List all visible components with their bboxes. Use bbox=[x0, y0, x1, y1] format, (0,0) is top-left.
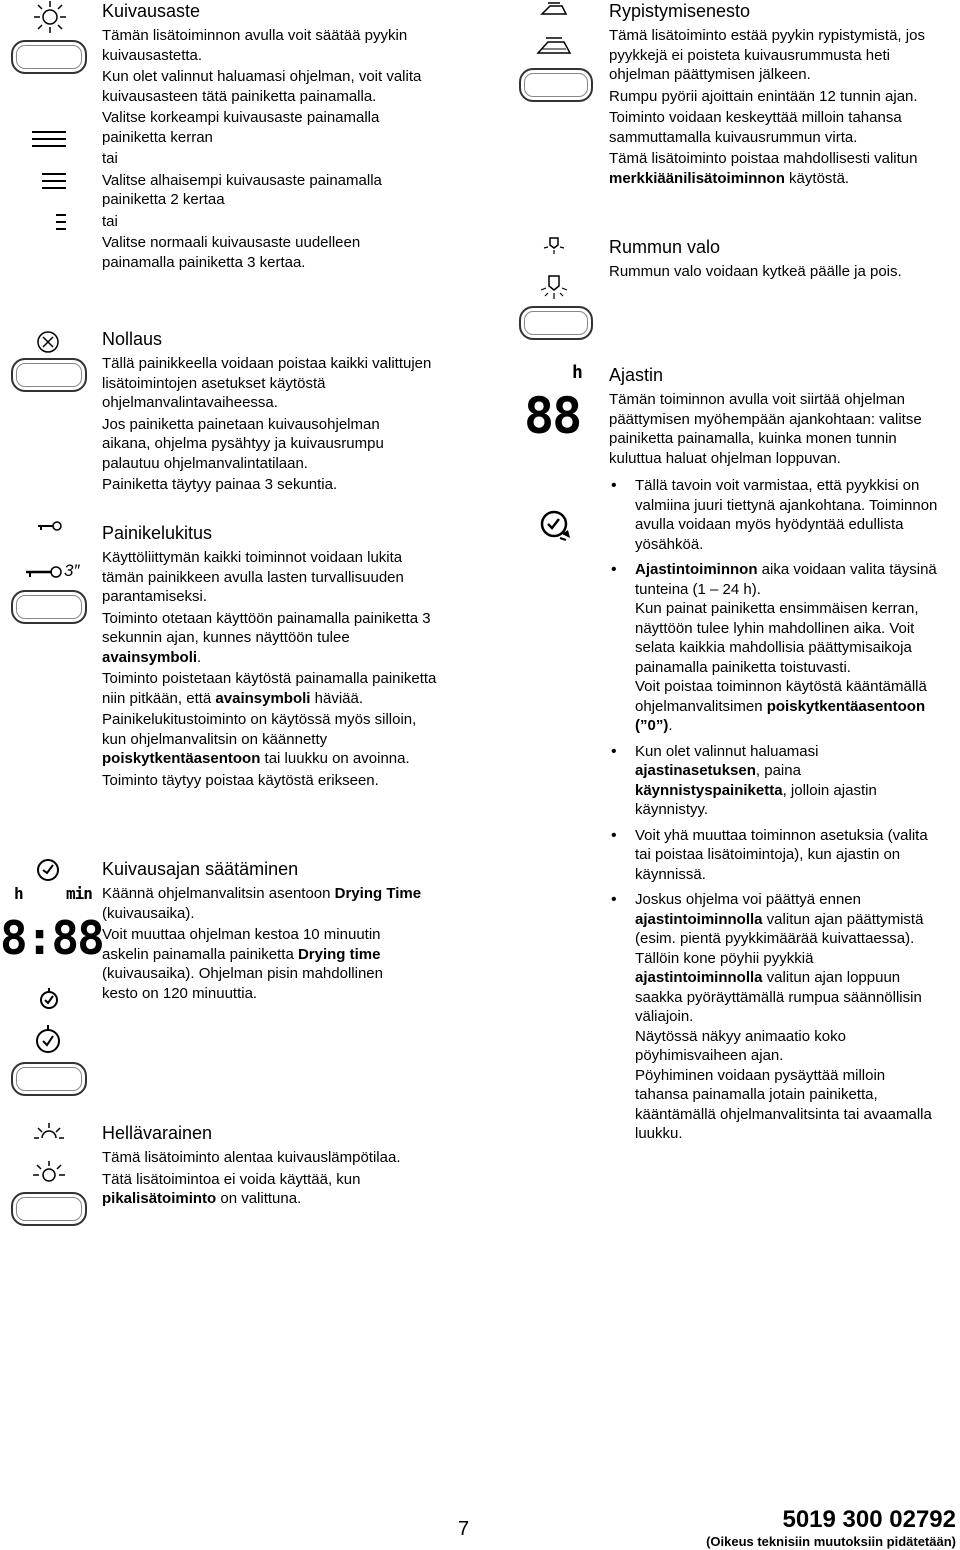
valo-title: Rummun valo bbox=[609, 237, 721, 257]
section-valo bbox=[609, 236, 949, 284]
key-3s-icon bbox=[26, 562, 86, 582]
section-ajastin bbox=[609, 364, 939, 1150]
nollaus-p3: Painiketta täytyy painaa 3 sekuntia. bbox=[102, 476, 338, 493]
nollaus-title: Nollaus bbox=[102, 329, 163, 349]
hella-p2: Tätä lisätoimintoa ei voida käyttää, kun pikalisätoiminto on valittuna. bbox=[102, 1170, 361, 1207]
saato-p2: Voit muuttaa ohjelman kestoa 10 minuutin askelin painamalla painiketta Drying time (kuivausaika). Ohjelman pisin mahdollinen kesto on 120 minuuttia. bbox=[102, 926, 383, 1002]
dryness-medium-icon bbox=[42, 172, 66, 190]
saato-title: Kuivausajan säätäminen bbox=[102, 859, 299, 879]
rypistys-title: Rypistymisenesto bbox=[609, 1, 751, 21]
footer-note: (Oikeus teknisiin muutoksiin pidätetään) bbox=[706, 1534, 956, 1549]
delay-h-label: h bbox=[572, 362, 583, 383]
lukitus-p4: Painikelukitustoiminto on käytössä myös silloin, kun ohjelmanvalitsin on käännetty poiskytkentäasentoon tai luukku on avoinna. bbox=[102, 711, 417, 767]
kuivausaste-title: Kuivausaste bbox=[102, 1, 201, 21]
rypistys-p3: Toiminto voidaan keskeyttää milloin tahansa sammuttamalla kuivausrummun virta. bbox=[609, 109, 902, 146]
delay-display: 88 bbox=[524, 387, 581, 445]
section-saato bbox=[102, 858, 422, 1005]
list-item: • Tällä tavoin voit varmistaa, että pyykkisi on valmiina juuri tiettynä ajankohtana. Toiminnon avulla voidaan myös hyödyntää edullista yösähköä. bbox=[609, 476, 939, 554]
reset-icon bbox=[36, 330, 60, 354]
drying-time-button[interactable] bbox=[11, 1062, 87, 1096]
valo-p1: Rummun valo voidaan kytkeä päälle ja pois. bbox=[609, 263, 902, 280]
lukitus-p1: Käyttöliittymän kaikki toiminnot voidaan lukita tämän painikkeen avulla lasten turvallisuuden parantamiseksi. bbox=[102, 549, 404, 605]
nollaus-p1: Tällä painikkeella voidaan poistaa kaikki valittujen lisätoimintojen asetukset käytöstä ohjelmanvalintavaiheessa. bbox=[102, 355, 432, 411]
rypistys-p2: Rumpu pyörii ajoittain enintään 12 tunnin ajan. bbox=[609, 87, 918, 105]
list-item: • Voit yhä muuttaa toiminnon asetuksia (valita tai poistaa lisätoimintoja), kun ajastin on käynnissä. bbox=[609, 826, 939, 885]
clock-icon bbox=[36, 858, 60, 882]
kuivausaste-or1: tai bbox=[102, 150, 118, 167]
hella-p1: Tämä lisätoiminto alentaa kuivauslämpötilaa. bbox=[102, 1149, 401, 1166]
nollaus-p2: Jos painiketta painetaan kuivausohjelman aikana, ohjelma pysähtyy ja kuivausrumpu palautuu ohjelmanvalintatilaan. bbox=[102, 415, 384, 472]
kuivausaste-p3: Valitse korkeampi kuivausaste painamalla painiketta kerran bbox=[102, 109, 380, 146]
list-item: • Joskus ohjelma voi päättyä ennen ajastintoiminnolla valitun ajan päättymistä (esim. pientä pyykkimäärää kuivattaessa). Tällöin kone pöyhii pyykkiä ajastintoiminnolla valitun ajan loppuun saakka pyöräyttämällä rumpua säännöllisin väliajoin. Näytössä näkyy animaatio koko pöyhimisvaiheen ajan. Pöyhiminen voidaan pysäyttää milloin tahansa painamalla jotain painiketta, kääntämällä ohjelmanvalitsinta tai avaamalla luukku. bbox=[609, 890, 939, 1144]
kuivausaste-p1: Tämän lisätoiminnon avulla voit säätää pyykin kuivausastetta. bbox=[102, 27, 408, 64]
hella-title: Hellävarainen bbox=[102, 1123, 213, 1143]
key-3s-label: 3″ bbox=[64, 561, 80, 580]
lukitus-p5: Toiminto täytyy poistaa käytöstä erikseen. bbox=[102, 771, 379, 789]
stopwatch-large-icon bbox=[34, 1024, 62, 1054]
dryness-low-icon bbox=[56, 213, 66, 231]
delay-timer-icon bbox=[538, 508, 578, 544]
kuivausaste-or2: tai bbox=[102, 212, 118, 230]
kuivausaste-p2: Kun olet valinnut haluamasi ohjelman, voit valita kuivausasteen tätä painiketta painamalla. bbox=[102, 68, 422, 105]
section-hella bbox=[102, 1122, 442, 1211]
iron-icon bbox=[536, 36, 572, 56]
lukitus-p2: Toiminto otetaan käyttöön painamalla painiketta 3 sekunnin ajan, kunnes näyttöön tulee avainsymboli. bbox=[102, 609, 431, 666]
child-lock-button[interactable] bbox=[11, 590, 87, 624]
rypistys-p4: Tämä lisätoiminto poistaa mahdollisesti valitun merkkiäänilisätoiminnon käytöstä. bbox=[609, 150, 918, 187]
ajastin-list bbox=[609, 476, 939, 1144]
list-item: • Ajastintoiminnon aika voidaan valita täysinä tunteina (1 – 24 h). Kun painat painiketta ensimmäisen kerran, näyttöön tulee lyhin mahdollinen aika. Voit selata kaikkia mahdollisia päättymisaikoja painamalla painiketta toistuvasti. Voit poistaa toiminnon käytöstä kääntämällä ohjelmanvalitsimen poiskytkentäasentoon (”0”). bbox=[609, 560, 939, 736]
gentle-button[interactable] bbox=[11, 1192, 87, 1226]
document-code: 5019 300 02792 bbox=[782, 1506, 956, 1533]
section-nollaus bbox=[102, 328, 432, 497]
saato-p1: Käännä ohjelmanvalitsin asentoon Drying Time (kuivausaika). bbox=[102, 885, 422, 922]
lukitus-title: Painikelukitus bbox=[102, 523, 213, 543]
drum-light-button[interactable] bbox=[519, 306, 593, 340]
stopwatch-small-icon bbox=[38, 986, 60, 1010]
anti-crease-button[interactable] bbox=[519, 68, 593, 102]
time-display: 8:88 bbox=[0, 911, 103, 965]
drum-light-icon bbox=[540, 274, 568, 300]
section-kuivausaste bbox=[102, 0, 422, 274]
lamp-small-icon bbox=[542, 236, 566, 254]
kuivausaste-p5: Valitse normaali kuivausaste uudelleen painamalla painiketta 3 kertaa. bbox=[102, 234, 361, 271]
dryness-button[interactable] bbox=[11, 40, 87, 74]
dryness-high-icon bbox=[32, 130, 66, 148]
key-icon bbox=[38, 520, 62, 532]
iron-small-icon bbox=[540, 2, 568, 16]
reset-button[interactable] bbox=[11, 358, 87, 392]
ajastin-title: Ajastin bbox=[609, 365, 664, 385]
kuivausaste-p4: Valitse alhaisempi kuivausaste painamalla painiketta 2 kertaa bbox=[102, 171, 382, 208]
display-h-label: h bbox=[14, 884, 24, 903]
page-number: 7 bbox=[458, 1518, 470, 1540]
list-item: • Kun olet valinnut haluamasi ajastinasetuksen, paina käynnistyspainiketta, jolloin ajastin käynnistyy. bbox=[609, 742, 939, 820]
low-heat-icon bbox=[32, 1160, 66, 1186]
lukitus-p3: Toiminto poistetaan käytöstä painamalla painiketta niin pitkään, että avainsymboli häviää. bbox=[102, 670, 437, 707]
ajastin-p1: Tämän toiminnon avulla voit siirtää ohjelman päättymisen myöhempään ajankohtaan: valitse painiketta painamalla, kuinka monen tunnin kuluttua haluat ohjelman loppuvan. bbox=[609, 391, 922, 467]
sun-icon bbox=[32, 0, 68, 34]
low-heat-small-icon bbox=[34, 1122, 64, 1142]
footer-code-block bbox=[706, 1506, 956, 1550]
section-lukitus bbox=[102, 522, 442, 792]
rypistys-p1: Tämä lisätoiminto estää pyykin rypistymistä, jos pyykkejä ei poisteta kuivausrummusta heti ohjelman päättymisen jälkeen. bbox=[609, 27, 925, 83]
display-min-label: min bbox=[66, 884, 92, 903]
section-rypistys bbox=[609, 0, 949, 190]
